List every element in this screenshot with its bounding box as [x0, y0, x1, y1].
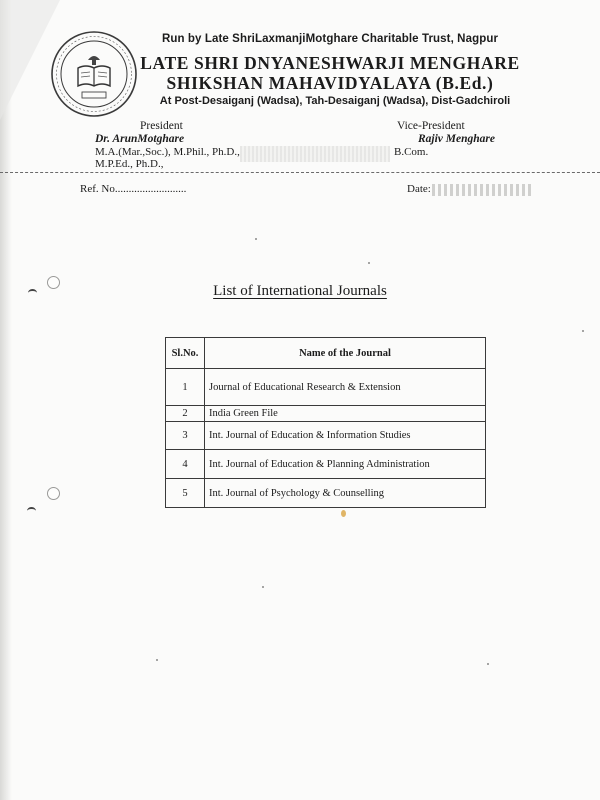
- header-divider: [0, 172, 600, 173]
- row-number: 4: [166, 450, 205, 479]
- journal-name: Int. Journal of Education & Information Studies: [205, 422, 486, 450]
- journals-table: [165, 337, 486, 508]
- journal-name: Journal of Educational Research & Extension: [205, 369, 486, 406]
- trust-line: Run by Late ShriLaxmanjiMotghare Charitable Trust, Nagpur: [161, 33, 499, 45]
- row-number: 1: [166, 369, 205, 406]
- journal-name: Int. Journal of Psychology & Counselling: [205, 479, 486, 508]
- journal-name: India Green File: [205, 406, 486, 422]
- vice-president-title: Vice-President: [397, 120, 465, 132]
- college-name-line2: SHIKSHAN MAHAVIDYALAYA (B.Ed.): [166, 73, 494, 93]
- scan-speck: [487, 663, 489, 665]
- table-row: [166, 406, 486, 422]
- row-number: 3: [166, 422, 205, 450]
- date-label: Date:: [407, 183, 431, 195]
- ink-stain: [341, 510, 346, 517]
- table-row: [166, 422, 486, 450]
- college-name-line1: LATE SHRI DNYANESHWARJI MENGHARE: [140, 53, 520, 73]
- punch-hole: [47, 487, 60, 500]
- college-address: At Post-Desaiganj (Wadsa), Tah-Desaiganj (Wadsa), Dist-Gadchiroli: [159, 95, 511, 107]
- table-header-row: [166, 338, 486, 369]
- scan-speck: [156, 659, 158, 661]
- table-row: [166, 450, 486, 479]
- scan-edge-shadow: [0, 0, 12, 800]
- row-number: 2: [166, 406, 205, 422]
- table-row: [166, 479, 486, 508]
- scan-speck: [262, 586, 264, 588]
- scan-speck: [368, 262, 370, 264]
- president-title: President: [140, 120, 183, 132]
- vice-president-qualifications: B.Com.: [394, 146, 429, 158]
- scan-speck: [582, 330, 584, 332]
- row-number: 5: [166, 479, 205, 508]
- journal-name: Int. Journal of Education & Planning Administration: [205, 450, 486, 479]
- reference-number: Ref. No..........................: [80, 183, 187, 195]
- document-title: List of International Journals: [213, 283, 387, 299]
- scan-smudge: [240, 146, 390, 162]
- president-name: Dr. ArunMotghare: [95, 133, 185, 145]
- scan-speck: [255, 238, 257, 240]
- president-qualifications-line1: M.A.(Mar.,Soc.), M.Phil., Ph.D.,: [95, 146, 240, 158]
- punch-mark: [27, 507, 36, 515]
- column-header-sl-no: Sl.No.: [166, 338, 205, 369]
- president-qualifications-line2: M.P.Ed., Ph.D.,: [95, 158, 164, 170]
- date-handwriting: [432, 184, 532, 196]
- vice-president-name: Rajiv Menghare: [418, 133, 495, 145]
- column-header-journal-name: Name of the Journal: [205, 338, 486, 369]
- table-row: [166, 369, 486, 406]
